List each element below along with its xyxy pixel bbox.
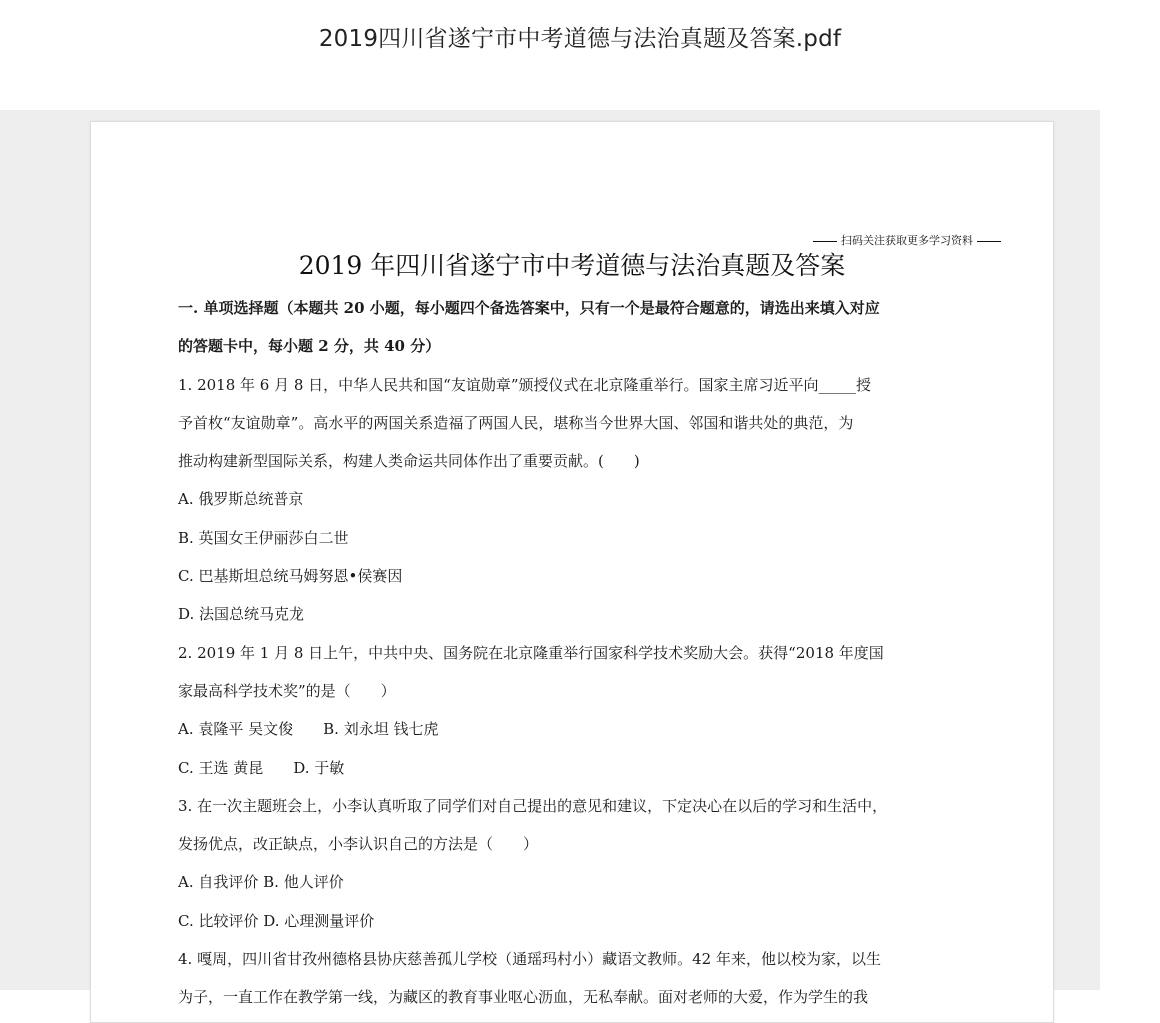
- document-line: C. 巴基斯坦总统马姆努恩•侯赛因: [178, 567, 403, 586]
- document-line: A. 自我评价 B. 他人评价: [178, 873, 344, 892]
- document-line: A. 俄罗斯总统普京: [178, 490, 304, 509]
- document-line: D. 法国总统马克龙: [178, 605, 305, 624]
- document-line: 为子，一直工作在教学第一线，为藏区的教育事业呕心沥血，无私奉献。面对老师的大爱，作为学生的我: [178, 988, 869, 1007]
- document-line: C. 王选 黄昆 D. 于敏: [178, 758, 345, 777]
- document-line: 1. 2018 年 6 月 8 日，中华人民共和国“友谊勋章”颁授仪式在北京隆重举行。国家主席习近平向_____授: [178, 375, 872, 394]
- document-line: 的答题卡中，每小题 2 分，共 40 分）: [178, 337, 441, 356]
- document-line: 发扬优点，改正缺点，小李认识自己的方法是（ ）: [178, 835, 539, 854]
- document-line: 3. 在一次主题班会上，小李认真听取了同学们对自己提出的意见和建议，下定决心在以后的学习和生活中，: [178, 796, 888, 815]
- document-line: 推动构建新型国际关系，构建人类命运共同体作出了重要贡献。( ): [178, 452, 640, 471]
- document-line: 予首枚“友谊勋章”。高水平的两国关系造福了两国人民，堪称当今世界大国、邻国和谐共处的典范，为: [178, 413, 854, 432]
- document-line: A. 袁隆平 吴文俊 B. 刘永坦 钱七虎: [178, 720, 439, 739]
- qr-note-left-rule: [813, 241, 837, 242]
- document-line: C. 比较评价 D. 心理测量评价: [178, 911, 375, 930]
- document-line: 一. 单项选择题（本题共 20 小题，每小题四个备选答案中，只有一个是最符合题意的，请选出来填入对应: [178, 299, 880, 317]
- document-line: 4. 嘎周，四川省甘孜州德格县协庆慈善孤儿学校（通瑶玛村小）藏语文教师。42 年来，他以校为家，以生: [178, 950, 881, 969]
- document-title: 2019 年四川省遂宁市中考道德与法治真题及答案: [298, 251, 846, 280]
- document-line: 2. 2019 年 1 月 8 日上午，中共中央、国务院在北京隆重举行国家科学技术奖励大会。获得“2018 年度国: [178, 643, 884, 662]
- document-viewer[interactable]: [0, 110, 1100, 1007]
- document-body: [178, 292, 978, 1020]
- qr-note-right-rule: [977, 241, 1001, 242]
- document-line: B. 英国女王伊丽莎白二世: [178, 528, 349, 547]
- pdf-page: [90, 121, 1054, 1023]
- document-line: 家最高科学技术奖”的是（ ）: [178, 681, 396, 700]
- file-title: 2019四川省遂宁市中考道德与法治真题及答案.pdf: [318, 26, 842, 52]
- viewer-header: [0, 0, 1100, 110]
- qr-note-text: 扫码关注获取更多学习资料: [841, 234, 973, 247]
